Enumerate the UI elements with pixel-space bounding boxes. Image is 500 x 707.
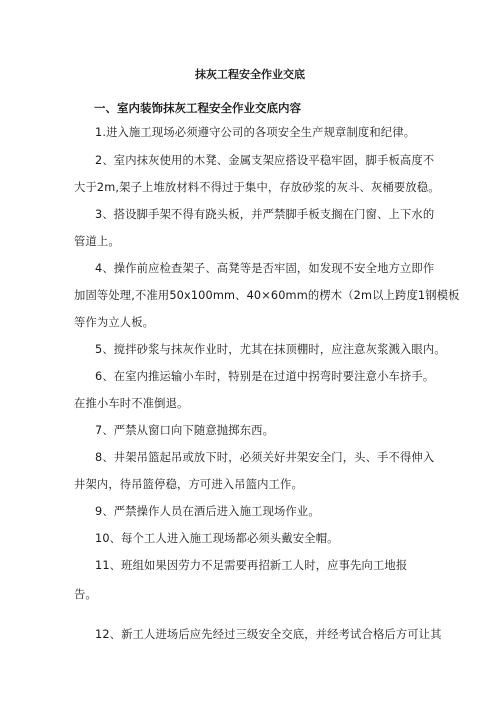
paragraph-line: 4、操作前应检查架子、高凳等是否牢固，如发现不安全地方立即作: [95, 262, 435, 275]
paragraph-line: 2、室内抹灰使用的木凳、金属支架应搭设平稳牢固，脚手板高度不: [95, 154, 435, 167]
paragraph-line: 告。: [74, 588, 97, 601]
paragraph-line: 1.进入施工现场必须遵守公司的各项安全生产规章制度和纪律。: [95, 126, 416, 139]
paragraph-line: 5、搅拌砂浆与抹灰作业时，尤其在抹顶棚时，应注意灰浆溅入眼内。: [95, 343, 446, 356]
paragraph-line: 8、井架吊篮起吊或放下时，必须关好井架安全门，头、手不得伸入: [95, 451, 435, 464]
paragraph-line: 等作为立人板。: [74, 316, 155, 329]
paragraph-line: 在推小车时不准倒退。: [74, 397, 189, 410]
paragraph-line: 6、在室内推运输小车时，特别是在过道中拐弯时要注意小车挤手。: [95, 370, 435, 383]
paragraph-line: 加固等处理,不准用50x100mm、40×60mm的楞木（2m以上跨度1钢模板: [74, 289, 460, 302]
paragraph-line: 3、搭设脚手架不得有跷头板，并严禁脚手板支搁在门窗、上下水的: [95, 208, 435, 221]
paragraph-line: 11、班组如果因劳力不足需要再招新工人时，应事先向工地报: [95, 559, 408, 572]
paragraph-line: 12、新工人进场后应先经过三级安全交底，并经考试合格后方可让其: [95, 628, 442, 641]
paragraph-line: 大于2m,架子上堆放材料不得过于集中，存放砂浆的灰斗、灰桶要放稳。: [74, 181, 440, 194]
document-title: 抹灰工程安全作业交底: [195, 68, 305, 81]
paragraph-line: 管道上。: [74, 235, 120, 248]
paragraph-line: 9、严禁操作人员在酒后进入施工现场作业。: [95, 505, 320, 518]
paragraph-line: 7、严禁从窗口向下随意抛掷东西。: [95, 424, 275, 437]
paragraph-line: 10、每个工人进入施工现场都必须头戴安全帽。: [95, 532, 339, 545]
section-heading: 一、室内装饰抹灰工程安全作业交底内容: [94, 101, 301, 115]
paragraph-line: 井架内，待吊篮停稳，方可进入吊篮内工作。: [74, 478, 303, 491]
